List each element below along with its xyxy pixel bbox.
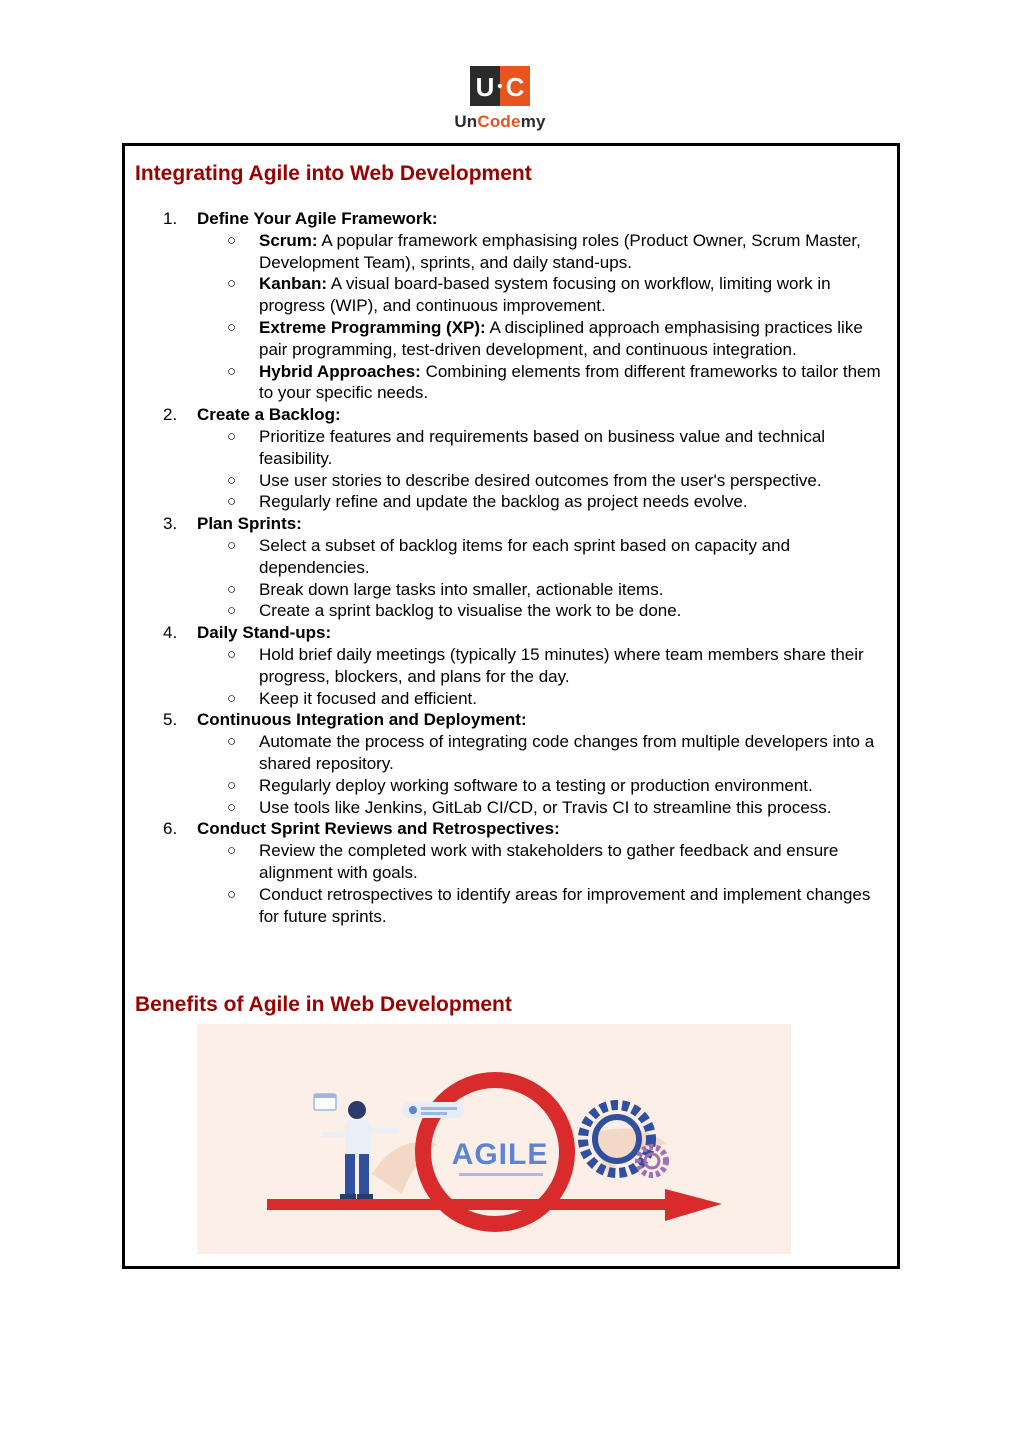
sub-item-text: Review the completed work with stakeholders to gather feedback and ensure alignment with goals. [259,841,839,882]
sub-item-lead: Kanban: [259,274,327,294]
step-number: 1. [163,209,178,228]
hollow-bullet-icon: ○ [227,427,237,445]
step-item [125,622,891,709]
hollow-bullet-icon: ○ [227,645,237,663]
sub-list [197,426,891,513]
sub-list [197,644,891,709]
step-number: 4. [163,623,178,643]
logo-mark-c: C [505,72,525,102]
sub-item-text: Break down large tasks into smaller, actionable items. [259,579,664,599]
section-heading-integrating: Integrating Agile into Web Development [135,162,532,185]
hollow-bullet-icon: ○ [227,471,237,489]
sub-item-text: Create a sprint backlog to visualise the work to be done. [259,601,682,621]
hollow-bullet-icon: ○ [227,885,237,903]
sub-list [197,840,891,927]
step-number: 2. [163,405,178,425]
browser-card-icon [314,1094,336,1110]
content-frame [122,143,900,1269]
sub-item [197,535,891,579]
sub-item-text: Conduct retrospectives to identify areas for improvement and implement changes for future sprints. [259,884,871,926]
hollow-bullet-icon: ○ [227,362,237,380]
hollow-bullet-icon: ○ [227,689,237,707]
sub-item [197,688,891,710]
hollow-bullet-icon: ○ [227,580,237,598]
logo-mark-u: U [475,72,495,102]
sub-item [197,731,891,775]
step-title: Plan Sprints: [197,514,302,534]
sub-item [197,426,891,470]
sub-item-lead: Hybrid Approaches: [259,361,421,381]
hollow-bullet-icon: ○ [227,231,237,249]
sub-item-text: Automate the process of integrating code changes from multiple developers into a shared repository. [259,732,875,773]
step-title: Define Your Agile Framework: [197,209,438,228]
steps-list [125,208,891,927]
hollow-bullet-icon: ○ [227,275,237,293]
logo-wordmark [445,112,555,132]
hollow-bullet-icon: ○ [227,798,237,816]
sub-item [197,884,891,928]
hollow-bullet-icon: ○ [227,733,237,751]
sub-item [197,579,891,601]
step-item [125,404,891,513]
logo-word-part: Code [477,112,521,131]
sub-list [197,535,891,622]
logo-word-part: my [520,112,546,131]
logo-word-part: Un [454,112,478,131]
sub-item [197,317,891,361]
sub-item-text: Keep it focused and efficient. [259,688,478,708]
hollow-bullet-icon: ○ [227,776,237,794]
uncodemy-logo [445,63,555,135]
step-item [125,709,891,818]
step-item [125,818,891,927]
step-item [125,208,891,404]
sub-item-text: A visual board-based system focusing on workflow, limiting work in progress (WIP), and continuous improvement. [259,274,831,316]
hollow-bullet-icon: ○ [227,602,237,620]
step-item [125,513,891,622]
sub-item-text: Regularly deploy working software to a testing or production environment. [259,775,813,795]
hollow-bullet-icon: ○ [227,536,237,554]
agile-badge-text: AGILE [451,1138,549,1171]
sub-item-text: Regularly refine and update the backlog as project needs evolve. [259,492,748,512]
sub-item [197,600,891,622]
sub-item-text: A disciplined approach emphasising practices like pair programming, test-driven development, and continuous integration. [259,317,863,359]
step-title: Conduct Sprint Reviews and Retrospectives: [197,819,560,839]
step-number: 6. [163,819,178,839]
sub-item-text: A popular framework emphasising roles (Product Owner, Scrum Master, Development Team), sprints, and daily stand-ups. [259,230,861,272]
sub-item [197,797,891,819]
hollow-bullet-icon: ○ [227,842,237,860]
sub-item-text: Prioritize features and requirements based on business value and technical feasibility. [259,426,826,468]
sub-item [197,361,891,405]
sub-item-lead: Extreme Programming (XP): [259,317,486,337]
sub-item [197,775,891,797]
sub-item [197,840,891,884]
step-number: 3. [163,514,178,534]
sub-item-lead: Scrum: [259,230,318,250]
step-title: Daily Stand-ups: [197,623,332,643]
step-title: Create a Backlog: [197,405,341,425]
step-title: Continuous Integration and Deployment: [197,710,527,730]
sub-item-text: Use user stories to describe desired outcomes from the user's perspective. [259,470,822,490]
hollow-bullet-icon: ○ [227,493,237,511]
sub-item-text: Combining elements from different frameworks to tailor them to your specific needs. [259,361,881,403]
sub-item [197,470,891,492]
hollow-bullet-icon: ○ [227,318,237,336]
agile-illustration [197,1024,791,1254]
uncodemy-logo-mark [470,66,530,106]
sub-item-text: Hold brief daily meetings (typically 15 minutes) where team members share their progress, blockers, and plans for the day. [259,644,864,686]
sub-list [197,731,891,818]
sub-item [197,491,891,513]
section-heading-benefits: Benefits of Agile in Web Development [135,993,512,1016]
sub-item-text: Select a subset of backlog items for each sprint based on capacity and dependencies. [259,535,791,577]
sub-item [197,230,891,274]
sub-item-text: Use tools like Jenkins, GitLab CI/CD, or Travis CI to streamline this process. [259,797,832,817]
sub-item [197,644,891,688]
sub-item [197,273,891,317]
step-number: 5. [163,710,178,730]
sub-list [197,230,891,404]
chat-card-icon [402,1102,464,1118]
